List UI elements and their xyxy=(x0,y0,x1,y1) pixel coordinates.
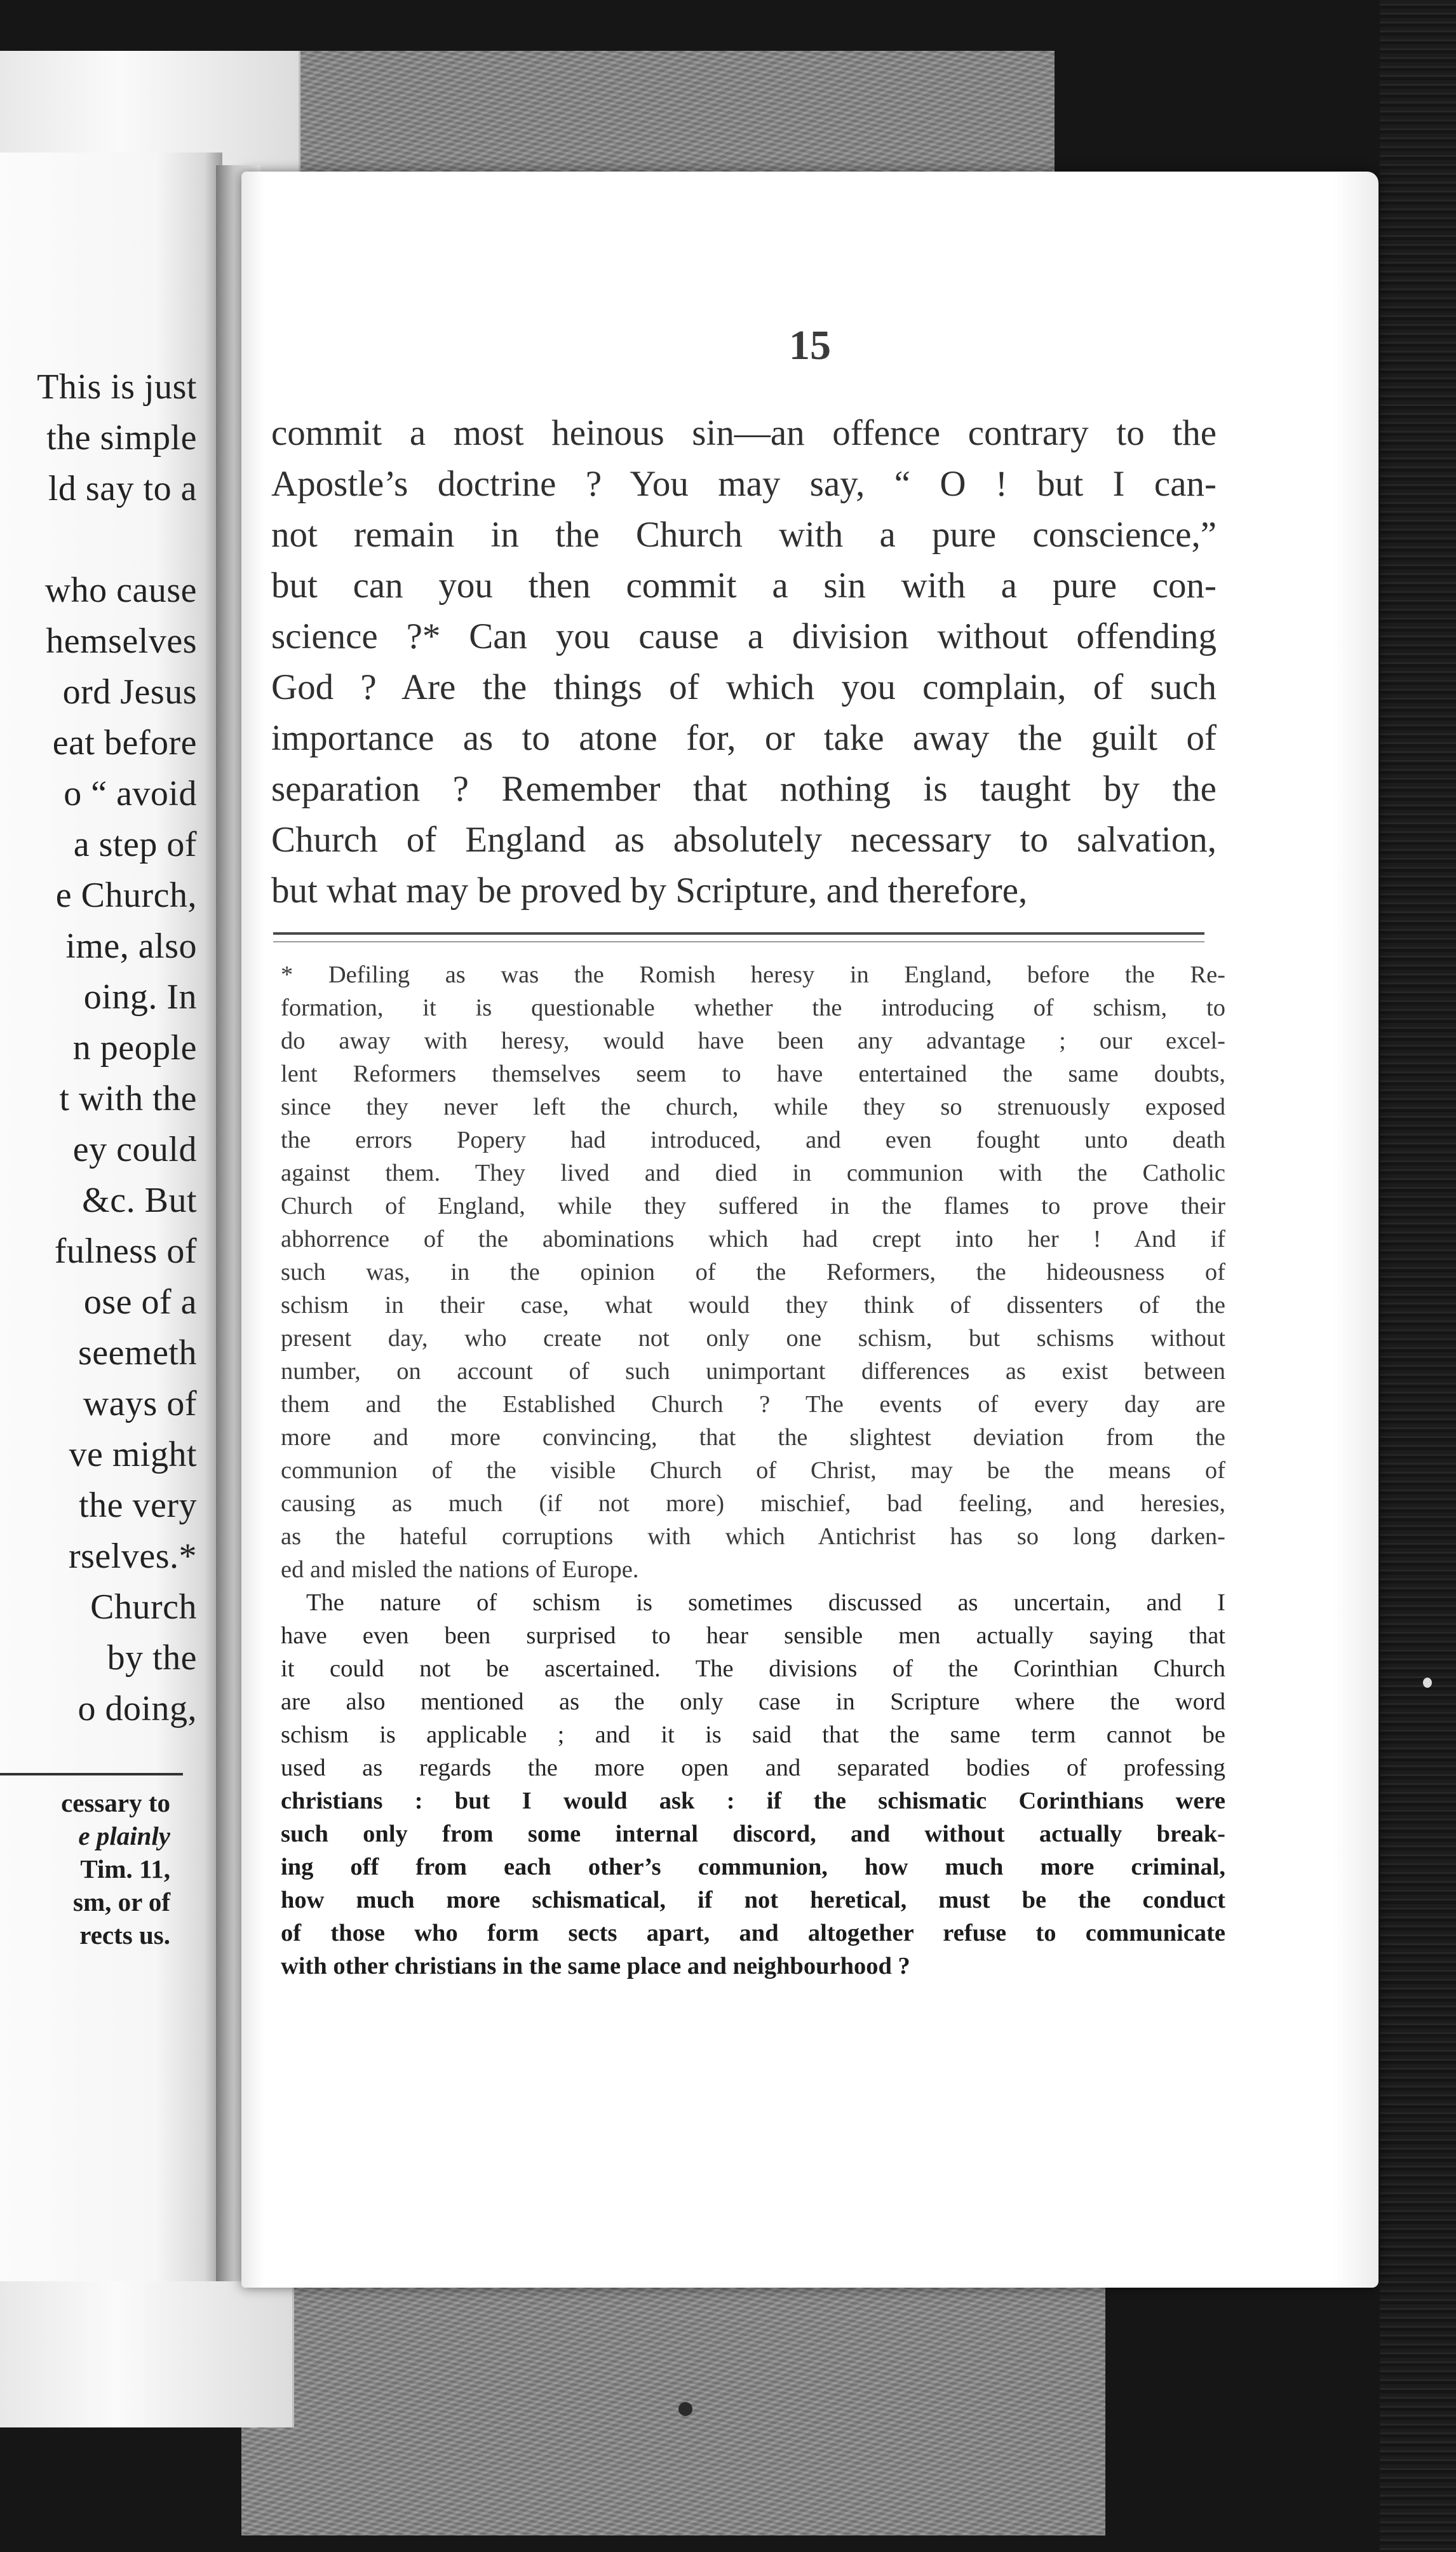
body-text-line: God ? Are the things of which you complain, of such xyxy=(271,667,1217,707)
footnote-line: communion of the visible Church of Christ, may be the means of xyxy=(281,1457,1225,1484)
footnote-line: have even been surprised to hear sensible men actually saying that xyxy=(281,1622,1225,1649)
left-page-line: t with the xyxy=(59,1079,197,1118)
body-text-line: commit a most heinous sin—an offence contrary to the xyxy=(271,413,1217,453)
body-text-line: separation ? Remember that nothing is taught by the xyxy=(271,769,1217,809)
footnote-line: christians : but I would ask : if the schismatic Corinthians were xyxy=(281,1788,1225,1814)
left-page-line: ve might xyxy=(69,1435,197,1474)
scanner-edge xyxy=(1380,0,1456,2552)
footnote-line: against them. They lived and died in communion with the Catholic xyxy=(281,1160,1225,1186)
left-page-line: o “ avoid xyxy=(64,774,197,813)
left-page-line: who cause xyxy=(44,571,197,610)
left-page-footnote-line: rects us. xyxy=(79,1920,170,1950)
left-page-line: eat before xyxy=(52,723,197,763)
footnote-line: formation, it is questionable whether the introducing of schism, to xyxy=(281,994,1225,1021)
ink-speck xyxy=(678,2402,692,2416)
left-page-footnote-rule xyxy=(0,1773,183,1775)
backing-board-bottom xyxy=(241,2262,1105,2535)
left-page-line: the simple xyxy=(46,418,197,458)
body-text-line: not remain in the Church with a pure conscience,” xyxy=(271,515,1217,555)
footnote-line: with other christians in the same place and neighbourhood ? xyxy=(281,1953,910,1979)
dust-speck xyxy=(1423,1678,1432,1688)
body-text-line: but what may be proved by Scripture, and therefore, xyxy=(271,871,1028,911)
page-number: 15 xyxy=(789,322,831,369)
footnote-line: ing off from each other’s communion, how much more criminal, xyxy=(281,1854,1225,1880)
left-page-line: by the xyxy=(107,1638,197,1678)
left-page-line: ord Jesus xyxy=(62,672,197,712)
footnote-line: used as regards the more open and separated bodies of professing xyxy=(281,1754,1225,1781)
footnote-rule-secondary xyxy=(273,941,1204,942)
body-text-line: importance as to atone for, or take away the guilt of xyxy=(271,718,1217,758)
left-page-line: o doing, xyxy=(78,1689,197,1728)
body-text-line: science ?* Can you cause a division without offending xyxy=(271,616,1217,656)
left-page-line: ey could xyxy=(72,1130,197,1169)
left-page-line: seemeth xyxy=(78,1333,197,1373)
left-page-line: the very xyxy=(79,1486,197,1525)
left-page-footnote-line: e plainly xyxy=(78,1821,170,1850)
left-page-fragment xyxy=(0,153,222,2281)
body-text-line: but can you then commit a sin with a pure con- xyxy=(271,566,1217,606)
left-page-line: ways of xyxy=(83,1384,197,1423)
footnote-line: The nature of schism is sometimes discussed as uncertain, and I xyxy=(306,1589,1225,1616)
left-page-line: Church xyxy=(90,1587,197,1627)
paper-strip-bottom xyxy=(0,2281,294,2427)
footnote-line: them and the Established Church ? The events of every day are xyxy=(281,1391,1225,1418)
left-page-line: n people xyxy=(72,1028,197,1068)
body-text-line: Church of England as absolutely necessary to salvation, xyxy=(271,820,1217,860)
footnote-line: lent Reformers themselves seem to have entertained the same doubts, xyxy=(281,1061,1225,1087)
footnote-line: do away with heresy, would have been any advantage ; our excel- xyxy=(281,1028,1225,1054)
footnote-line: since they never left the church, while they so strenuously exposed xyxy=(281,1094,1225,1120)
footnote-line: present day, who create not only one schism, but schisms without xyxy=(281,1325,1225,1352)
footnote-line: more and more convincing, that the slightest deviation from the xyxy=(281,1424,1225,1451)
left-page-line: hemselves xyxy=(46,621,197,661)
footnote-line: schism is applicable ; and it is said that the same term cannot be xyxy=(281,1721,1225,1748)
footnote-line: ed and misled the nations of Europe. xyxy=(281,1556,639,1583)
footnote-line: Church of England, while they suffered in the flames to prove their xyxy=(281,1193,1225,1219)
left-page-line: oing. In xyxy=(83,977,197,1017)
footnote-line: number, on account of such unimportant differences as exist between xyxy=(281,1358,1225,1385)
left-page-line: e Church, xyxy=(55,876,197,915)
footnote-line: schism in their case, what would they think of dissenters of the xyxy=(281,1292,1225,1319)
footnote-rule xyxy=(273,932,1204,935)
footnote-line: as the hateful corruptions with which Antichrist has so long darken- xyxy=(281,1523,1225,1550)
footnote-line: it could not be ascertained. The divisions of the Corinthian Church xyxy=(281,1655,1225,1682)
left-page-line: &c. But xyxy=(82,1181,197,1220)
footnote-line: causing as much (if not more) mischief, bad feeling, and heresies, xyxy=(281,1490,1225,1517)
left-page-line: ld say to a xyxy=(48,469,197,508)
footnote-line: of those who form sects apart, and altogether refuse to communicate xyxy=(281,1920,1225,1946)
body-text-line: Apostle’s doctrine ? You may say, “ O ! but I can- xyxy=(271,464,1217,504)
footnote-line: * Defiling as was the Romish heresy in England, before the Re- xyxy=(281,961,1225,988)
footnote-line: such only from some internal discord, and without actually break- xyxy=(281,1821,1225,1847)
left-page-line: fulness of xyxy=(54,1232,197,1271)
footnote-line: the errors Popery had introduced, and even fought unto death xyxy=(281,1127,1225,1153)
left-page-footnote-line: Tim. 11, xyxy=(80,1854,170,1883)
left-page-line: rselves.* xyxy=(68,1537,197,1576)
left-page-line: This is just xyxy=(37,367,197,407)
page-15 xyxy=(241,172,1378,2288)
left-page-line: ose of a xyxy=(83,1282,197,1322)
footnote-line: abhorrence of the abominations which had crept into her ! And if xyxy=(281,1226,1225,1252)
left-page-line: a step of xyxy=(73,825,197,864)
left-page-footnote-line: cessary to xyxy=(61,1788,170,1817)
left-page-footnote-line: sm, or of xyxy=(73,1887,170,1917)
footnote-line: are also mentioned as the only case in Scripture where the word xyxy=(281,1688,1225,1715)
footnote-line: how much more schismatical, if not heretical, must be the conduct xyxy=(281,1887,1225,1913)
footnote-line: such was, in the opinion of the Reformers, the hideousness of xyxy=(281,1259,1225,1286)
left-page-line: ime, also xyxy=(65,926,197,966)
